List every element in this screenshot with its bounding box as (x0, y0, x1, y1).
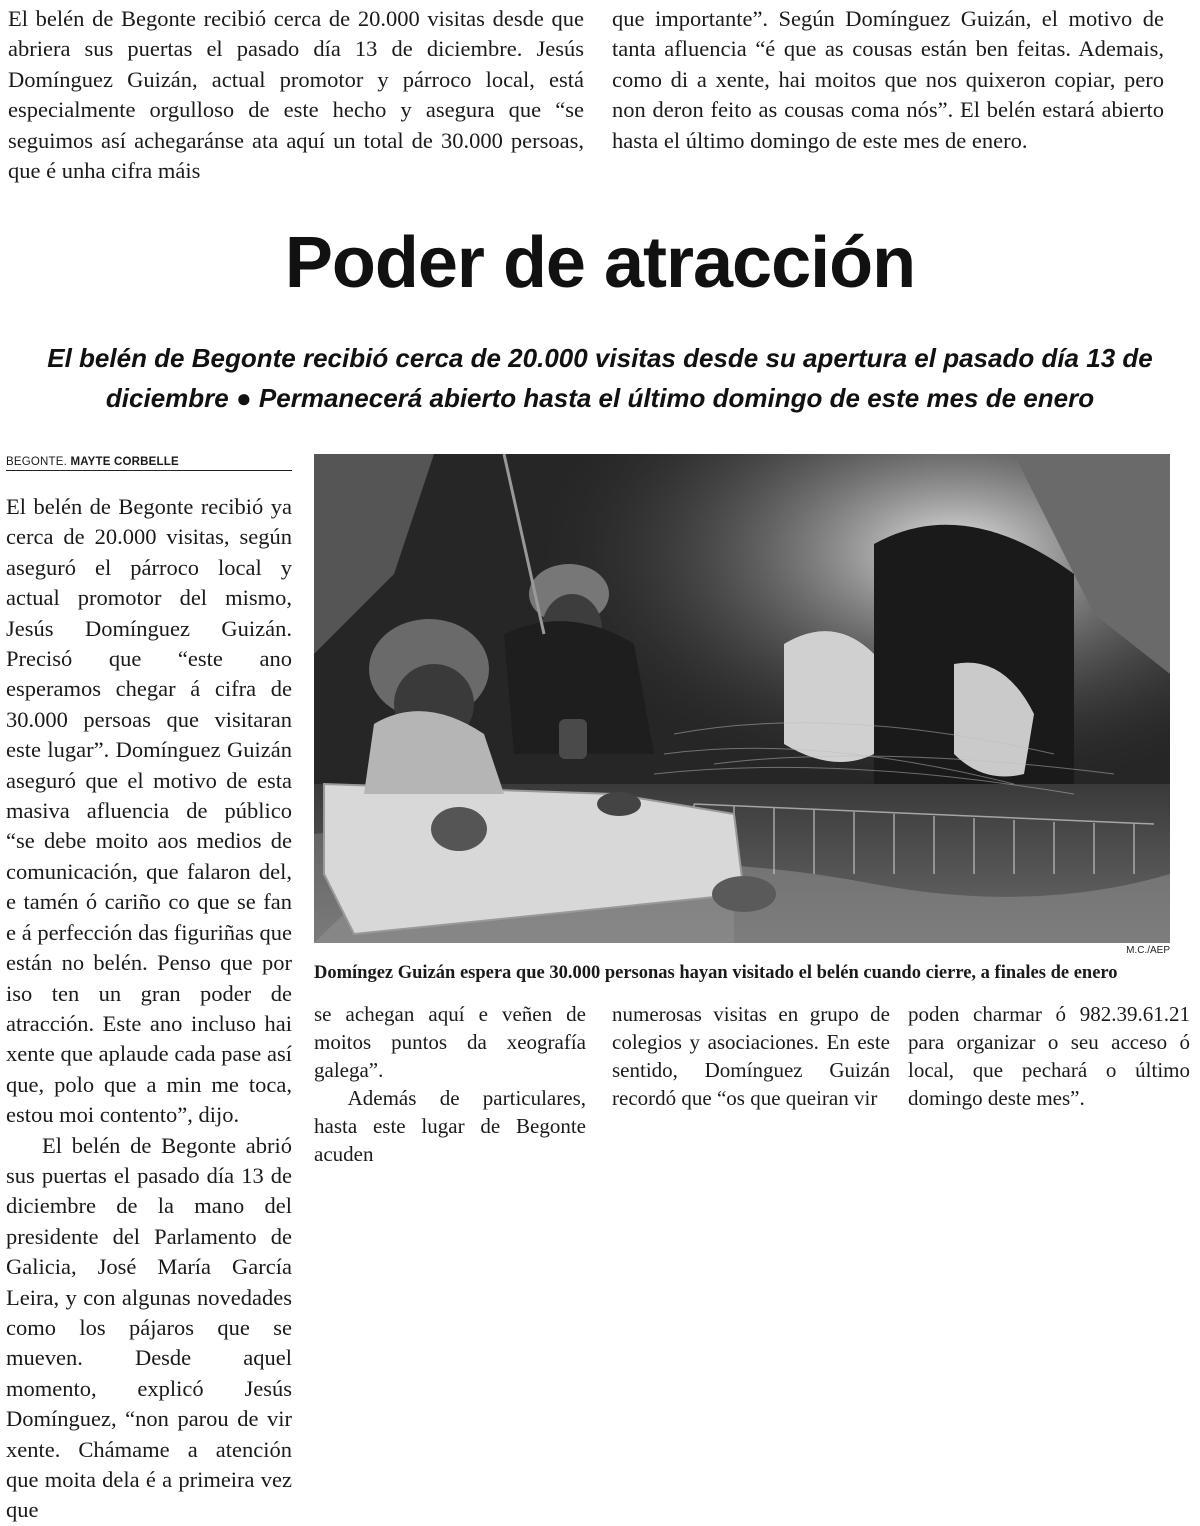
byline-author: MAYTE CORBELLE (70, 456, 179, 468)
byline (6, 456, 292, 471)
top-right-paragraph: que importante”. Según Domínguez Guizán, el motivo de tanta afluencia “é que as cousas están ben feitas. Ademais, como di a xente, hai moitos que nos quixeron copiar, pero non deron feito as cousas coma nós”. El belén estará abierto hasta el último domingo de este mes de enero. (612, 6, 1164, 153)
article-headline: Poder de atracción (284, 223, 916, 303)
byline-place: BEGONTE. (6, 456, 68, 468)
subhead-bullet: ● (235, 383, 252, 413)
left-paragraph-2: El belén de Begonte abrió sus puertas el pasado día 13 de diciembre de la mano del presidente del Parlamento de Galicia, José María García Leira, y con algunas novedades como los pájaros que se mueven. Desde aquel momento, explicó Jesús Domínguez, “non parou de vir xente. Chámame a atención que moita dela é a primeira vez que (6, 1132, 292, 1523)
bottom-column-3: poden charmar ó 982.39.61.21 para organizar o seu acceso ó local, que pechará o último domingo deste mes”. (908, 1002, 1190, 1110)
bottom-column-2: numerosas visitas en grupo de colegios y asociaciones. En este sentido, Domínguez Guizán recordó que “os que queiran vir (612, 1002, 890, 1110)
top-left-paragraph: El belén de Begonte recibió cerca de 20.000 visitas desde que abriera sus puertas el pasado día 13 de diciembre. Jesús Domínguez Guizán, actual promotor y párroco local, está especialmente orgulloso de este hecho y asegura que “se seguimos así achegaránse ata aquí un total de 30.000 persoas, que é unha cifra máis (8, 6, 584, 184)
bottom-col1-paragraph-a: se achegan aquí e veñen de moitos puntos da xeografía galega”. (314, 1002, 586, 1082)
nativity-photo (314, 454, 1170, 943)
subhead-part-1: El belén de Begonte recibió cerca de 20.000 visitas desde su apertura el pasado día 13 de diciembre (47, 343, 1153, 413)
article-subheadline (20, 338, 1180, 418)
left-paragraph-1: El belén de Begonte recibió ya cerca de 20.000 visitas, según aseguró el párroco local y actual promotor del mismo, Jesús Domínguez Guizán. Precisó que “este ano esperamos chegar á cifra de 30.000 persoas que visitaran este lugar”. Domínguez Guizán aseguró que el motivo de esta masiva afluencia de público “se debe moito aos medios de comunicación, que falaron del, e tamén ó cariño co que se fan e á perfección das figuriñas que están no belén. Penso que por iso ten un gran poder de atracción. Este ano incluso hai xente que aplaude cada pase así que, polo que a min me toca, estou moi contento”, dijo. (6, 494, 292, 1128)
bottom-col1-paragraph-b: Además de particulares, hasta este lugar de Begonte acuden (314, 1086, 586, 1166)
left-column (6, 492, 292, 1526)
photo-credit: M.C./AEP (1126, 945, 1170, 956)
photo-caption: Domíngez Guizán espera que 30.000 personas hayan visitado el belén cuando cierre, a finales de enero (314, 963, 1118, 983)
bottom-column-1 (314, 1000, 586, 1168)
subhead-part-2: Permanecerá abierto hasta el último domingo de este mes de enero (258, 383, 1095, 413)
